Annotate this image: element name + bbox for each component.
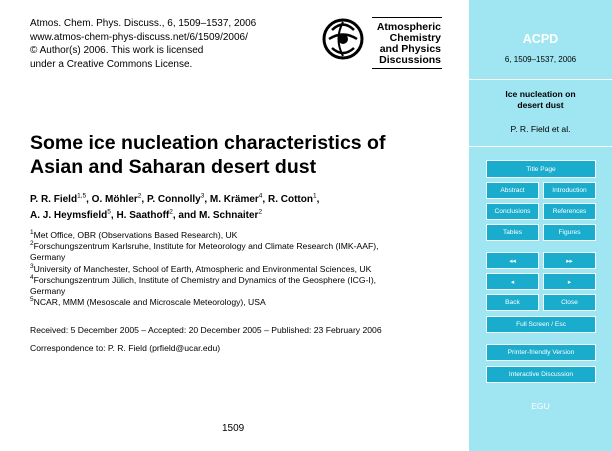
affiliation-4-cont: Germany <box>30 286 66 297</box>
logo-top-rule <box>372 17 442 18</box>
affiliation-text: Met Office, OBR (Observations Based Research), UK <box>33 230 238 240</box>
sidebar-divider <box>469 146 612 147</box>
title-line-2: Asian and Saharan desert dust <box>30 156 317 178</box>
tables-button[interactable]: Tables <box>486 224 539 241</box>
references-button[interactable]: References <box>543 203 596 220</box>
author-affil-sup: 5 <box>107 208 111 216</box>
egu-label: EGU <box>531 401 550 411</box>
author-affil-sup: 2 <box>258 208 263 216</box>
sidebar-authors: P. R. Field et al. <box>510 124 571 134</box>
previous-page-button[interactable]: ◂ <box>486 273 539 290</box>
short-title-line-1: Ice nucleation on <box>505 89 576 99</box>
affiliation-number: 1 <box>30 229 34 237</box>
author-affil-sup: 1 <box>312 192 317 200</box>
affiliation-4 <box>30 275 378 286</box>
author-name: M. Schnaiter <box>198 210 259 221</box>
first-page-button[interactable]: ◂◂ <box>486 252 539 269</box>
title-page-button[interactable]: Title Page <box>486 160 596 178</box>
author-list <box>30 192 319 224</box>
author-name: A. J. Heymsfield <box>30 210 108 221</box>
affiliation-text: Forschungszentrum Karlsruhe, Institute for Meteorology and Climate Research (IMK-AAF), <box>33 241 379 252</box>
journal-name-line-4: Discussions <box>379 54 441 66</box>
author-separator: , <box>262 194 268 205</box>
journal-logo <box>320 14 445 72</box>
affiliations <box>30 230 378 308</box>
back-button[interactable]: Back <box>486 294 539 311</box>
author-name: O. Möhler <box>91 194 138 205</box>
figures-button[interactable]: Figures <box>543 224 596 241</box>
correspondence[interactable]: Correspondence to: P. R. Field (prfield@ucar.edu) <box>30 343 221 353</box>
affiliation-2-cont: Germany <box>30 252 66 263</box>
affiliation-number: 5 <box>30 296 34 304</box>
author-separator: , <box>204 194 210 205</box>
author-separator: , <box>141 194 147 205</box>
short-title-line-2: desert dust <box>517 100 564 110</box>
citation-block <box>30 17 256 71</box>
affiliation-number: 2 <box>30 240 34 248</box>
author-name: M. Krämer <box>209 194 259 205</box>
affiliation-3 <box>30 264 378 275</box>
author-affil-sup: 2 <box>137 192 142 200</box>
affiliation-text: University of Manchester, School of Earth, Atmospheric and Environmental Sciences, UK <box>33 263 372 274</box>
citation-line-3: © Author(s) 2006. This work is licensed <box>30 45 204 56</box>
interactive-discussion-button[interactable]: Interactive Discussion <box>486 366 596 383</box>
author-separator: , <box>110 210 117 221</box>
author-affil-sup: 3 <box>200 192 205 200</box>
journal-name-line-2: Chemistry <box>389 32 441 44</box>
journal-name <box>377 22 441 66</box>
citation-line-1: Atmos. Chem. Phys. Discuss., 6, 1509–1537, 2006 <box>30 18 257 29</box>
citation-url[interactable]: www.atmos-chem-phys-discuss.net/6/1509/2006/ <box>30 31 248 43</box>
author-name: P. R. Field <box>30 194 78 205</box>
page-number: 1509 <box>222 423 245 434</box>
author-name: P. Connolly <box>146 194 201 205</box>
conclusions-button[interactable]: Conclusions <box>486 203 539 220</box>
printer-friendly-button[interactable]: Printer-friendly Version <box>486 344 596 361</box>
author-affil-sup: 4 <box>258 192 263 200</box>
author-line-1 <box>30 192 319 208</box>
affiliation-number: 4 <box>30 273 34 281</box>
sidebar-journal-title: ACPD <box>522 32 559 46</box>
navigation-sidebar <box>469 0 612 451</box>
journal-name-line-1: Atmospheric <box>376 21 441 33</box>
introduction-button[interactable]: Introduction <box>543 182 596 199</box>
journal-name-line-3: and Physics <box>379 43 441 55</box>
affiliation-5 <box>30 297 378 308</box>
next-page-button[interactable]: ▸ <box>543 273 596 290</box>
close-button[interactable]: Close <box>543 294 596 311</box>
sidebar-volume-pages: 6, 1509–1537, 2006 <box>504 55 577 64</box>
sidebar-short-title <box>469 89 612 111</box>
author-affil-sup: 1,5 <box>77 192 87 200</box>
author-separator: , and <box>172 210 199 221</box>
affiliation-text: Forschungszentrum Jülich, Institute of Chemistry and Dynamics of the Geosphere (ICG-I), <box>33 274 377 285</box>
affiliation-2 <box>30 241 378 252</box>
affiliation-text: NCAR, MMM (Mesoscale and Microscale Meteorology), USA <box>33 297 266 308</box>
author-line-2 <box>30 208 319 224</box>
paper-title <box>30 131 385 179</box>
author-name: H. Saathoff <box>116 210 170 221</box>
affiliation-number: 3 <box>30 262 34 270</box>
author-separator: , <box>316 194 320 205</box>
affiliation-1 <box>30 230 378 241</box>
abstract-button[interactable]: Abstract <box>486 182 539 199</box>
received-dates: Received: 5 December 2005 – Accepted: 20 December 2005 – Published: 23 February 2006 <box>30 325 382 335</box>
egu-globe-logo-icon <box>320 16 366 62</box>
logo-bottom-rule <box>372 68 442 69</box>
author-separator: , <box>86 194 92 205</box>
sidebar-divider <box>469 79 612 80</box>
author-name: R. Cotton <box>267 194 313 205</box>
author-affil-sup: 2 <box>169 208 173 216</box>
title-line-1: Some ice nucleation characteristics of <box>30 132 386 154</box>
license-line[interactable]: under a Creative Commons License. <box>30 58 193 70</box>
last-page-button[interactable]: ▸▸ <box>543 252 596 269</box>
full-screen-button[interactable]: Full Screen / Esc <box>486 316 596 333</box>
